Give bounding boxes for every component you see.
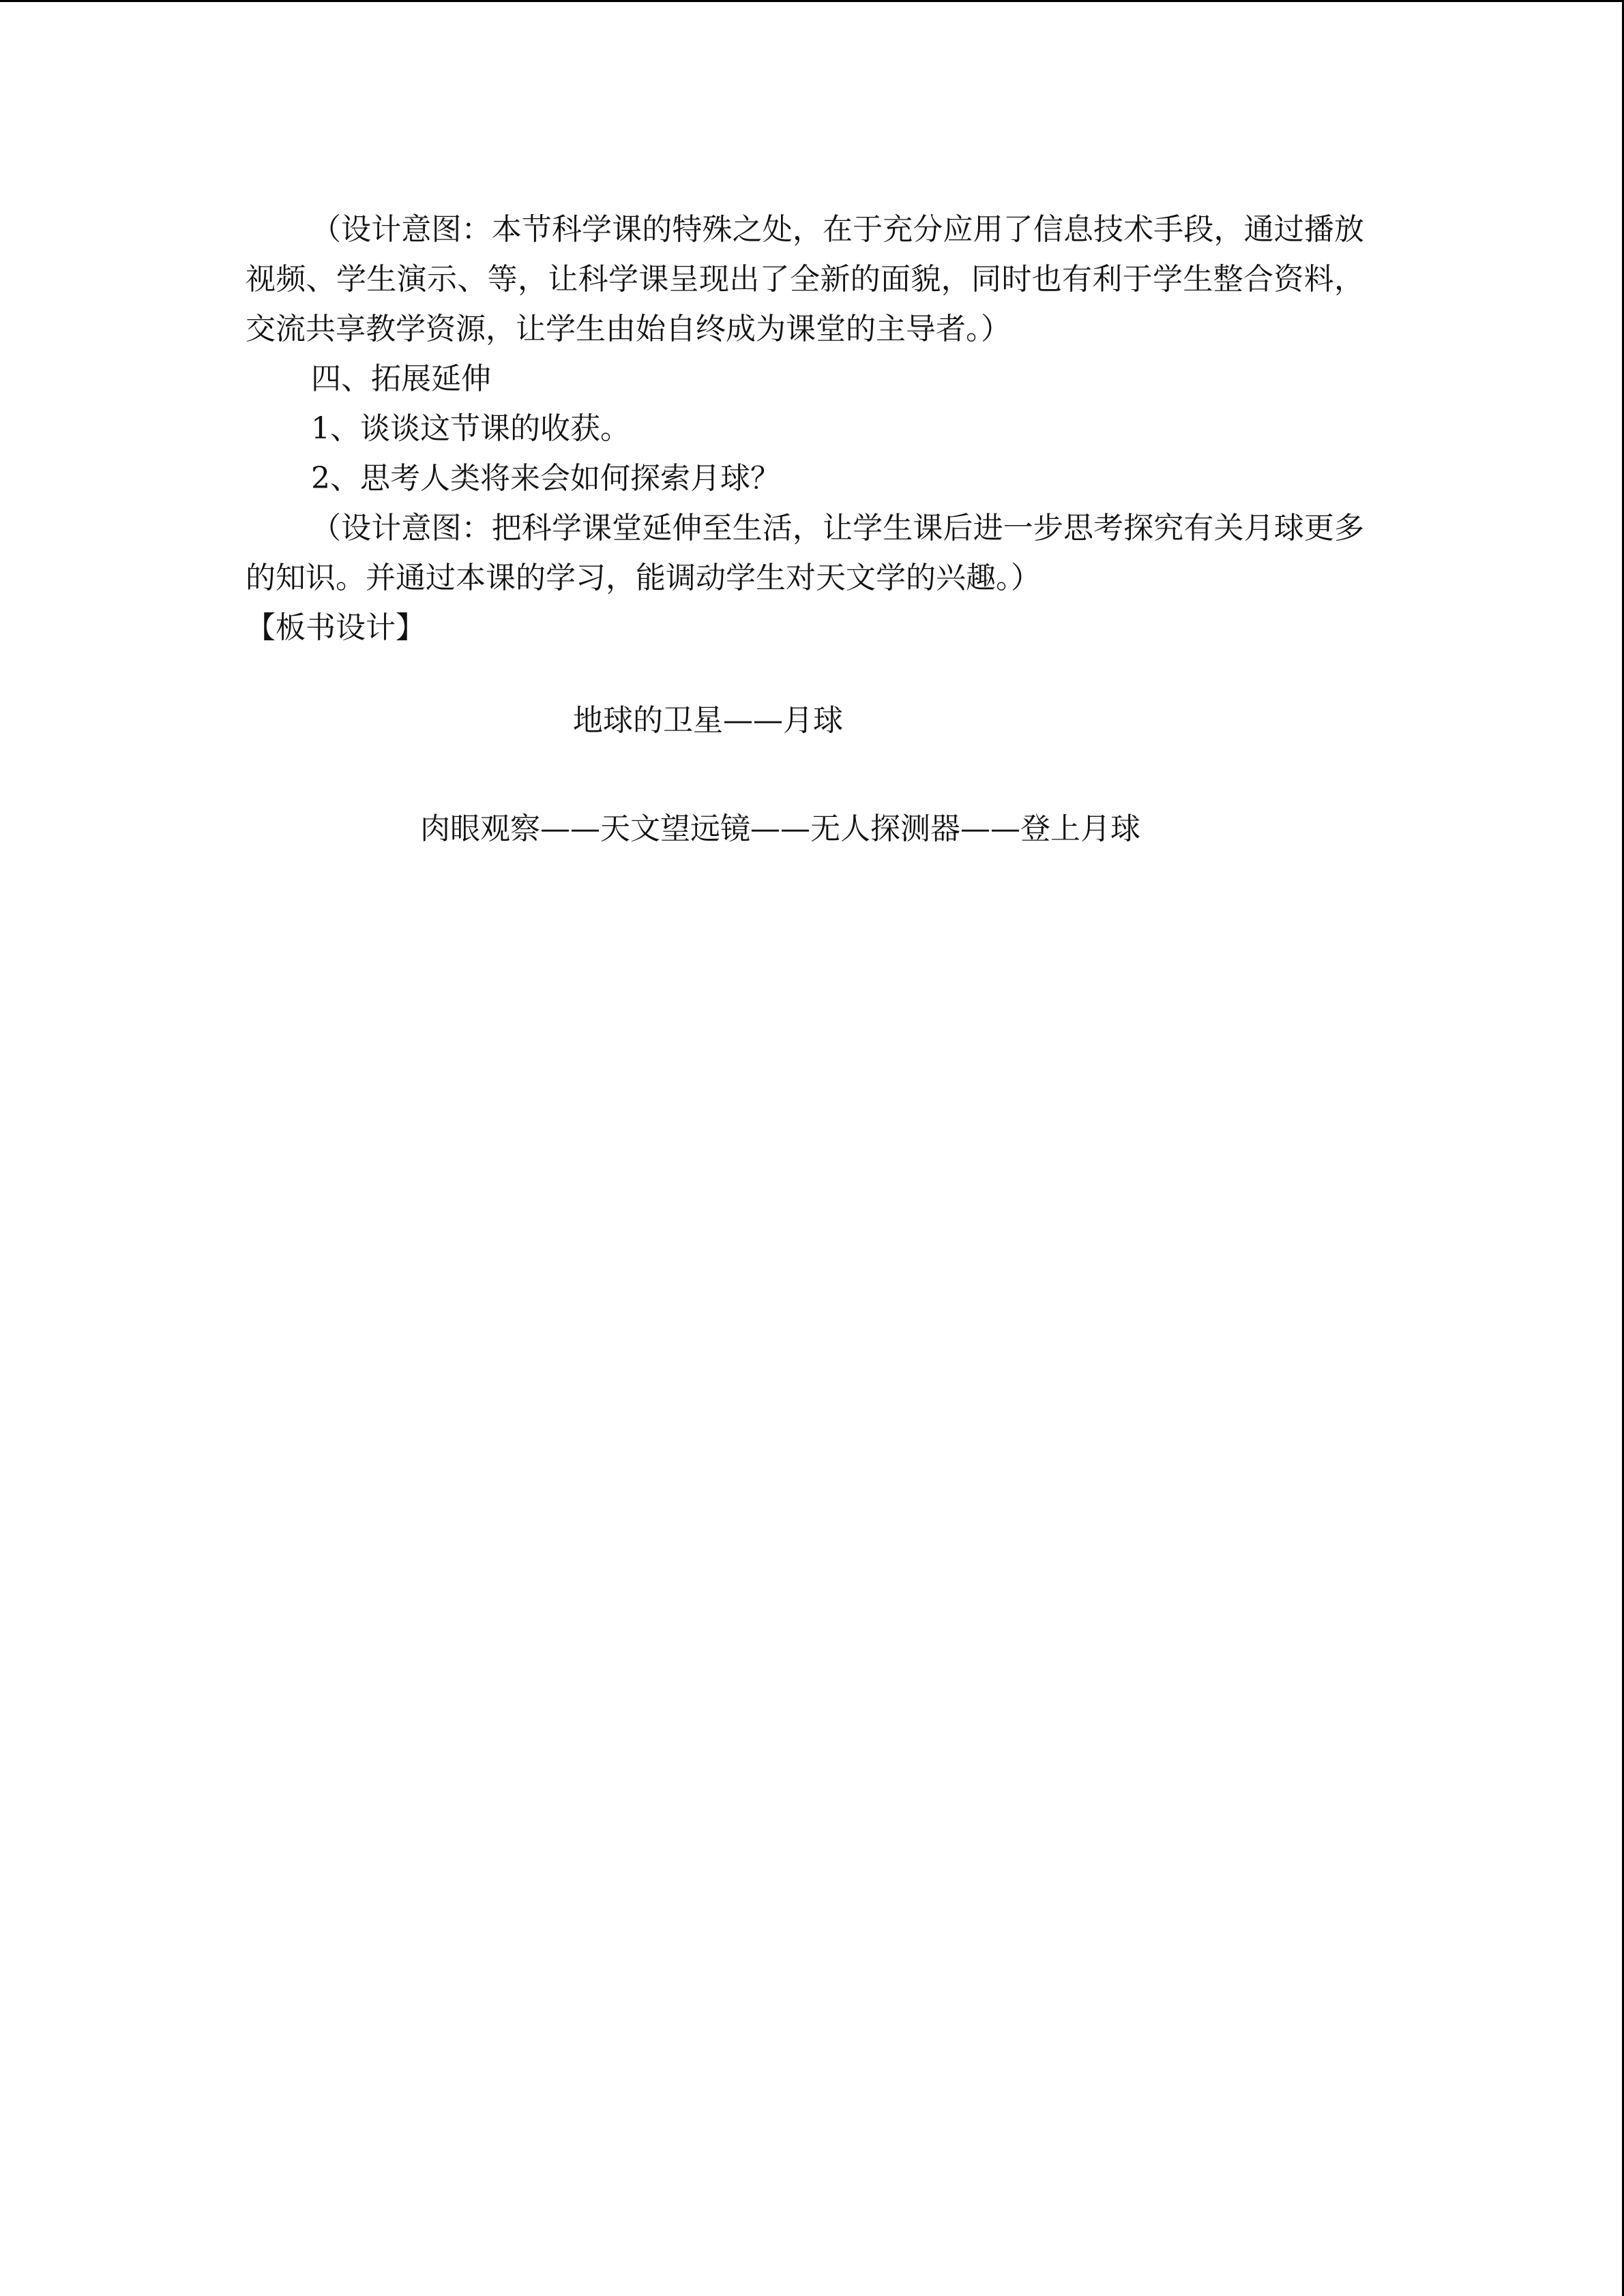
extension-item-2: 2、思考人类将来会如何探索月球？ xyxy=(311,461,780,496)
extension-item-1: 1、谈谈这节课的收获。 xyxy=(311,411,630,446)
design-intent-paragraph-2: （设计意图：把科学课堂延伸至生活，让学生课后进一步思考探究有关月球更多的知识。并通过本课的学习，能调动学生对天文学的兴趣。） xyxy=(246,511,1364,595)
document-body xyxy=(246,205,1364,846)
board-design-heading: 【板书设计】 xyxy=(246,610,426,645)
section-four-title: 四、拓展延伸 xyxy=(311,361,491,396)
page-border-top xyxy=(0,0,1624,2)
board-title: 地球的卫星——月球 xyxy=(573,703,843,738)
design-intent-paragraph-1: （设计意图：本节科学课的特殊之处，在于充分应用了信息技术手段，通过播放视频、学生演示、等，让科学课呈现出了全新的面貌，同时也有利于学生整合资料，交流共享教学资源，让学生由始自终成为课堂的主导者。） xyxy=(246,212,1364,346)
board-flow: 肉眼观察——天文望远镜——无人探测器——登上月球 xyxy=(420,811,1140,846)
